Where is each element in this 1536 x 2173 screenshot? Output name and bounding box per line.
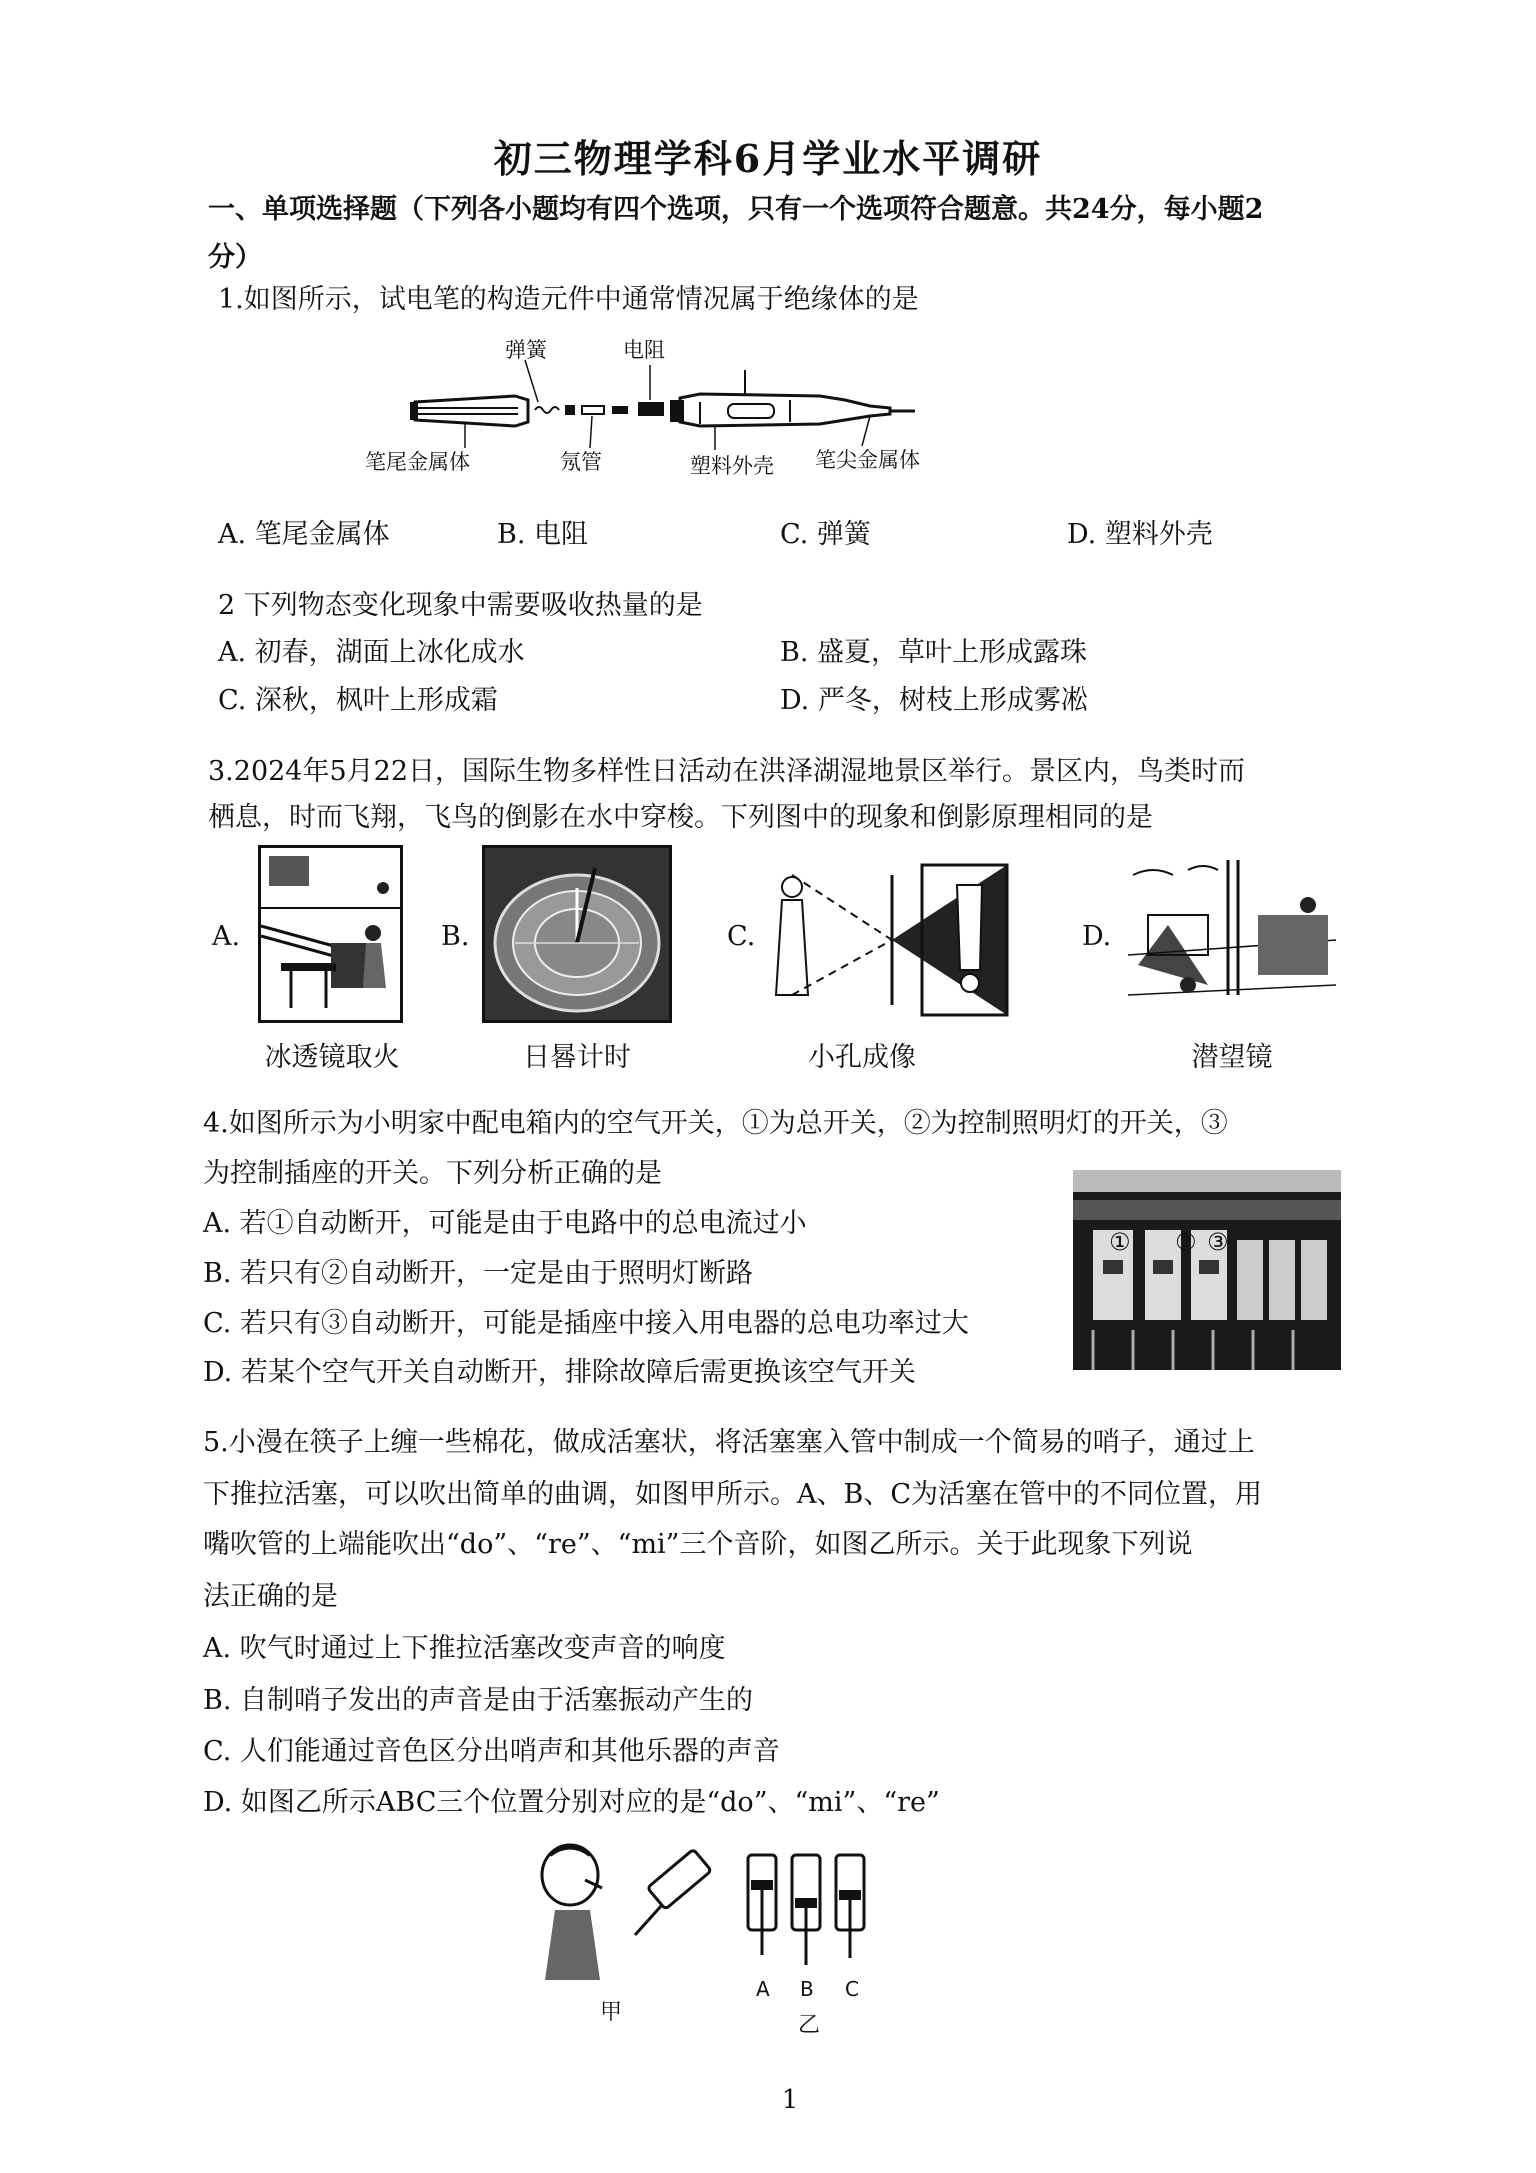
q5-stem-line3: 嘴吹管的上端能吹出“do”、“re”、“mi”三个音阶，如图乙所示。关于此现象下列说 xyxy=(203,1529,1193,1560)
q5-stem-line4: 法正确的是 xyxy=(203,1581,338,1612)
q4-option-a: A. 若①自动断开，可能是由于电路中的总电流过小 xyxy=(203,1208,807,1239)
q3-letter-a: A. xyxy=(212,921,241,952)
q1-label-tail-metal: 笔尾金属体 xyxy=(365,450,470,474)
q3-image-pinhole xyxy=(752,845,1022,1020)
q1-option-c: C. 弹簧 xyxy=(780,519,871,550)
q3-caption-c: 小孔成像 xyxy=(808,1042,916,1073)
breaker-box-photo xyxy=(1073,1170,1341,1370)
q2-option-d: D. 严冬，树枝上形成雾凇 xyxy=(780,685,1088,716)
q5-label-c: C xyxy=(845,1977,859,2001)
q1-option-a: A. 笔尾金属体 xyxy=(218,519,390,550)
q3-stem-line1: 3.2024年5月22日，国际生物多样性日活动在洪泽湖湿地景区举行。景区内，鸟类时而 xyxy=(208,756,1246,787)
q5-figure-jia xyxy=(530,1840,720,1990)
q5-option-c: C. 人们能通过音色区分出哨声和其他乐器的声音 xyxy=(203,1736,780,1767)
q1-label-spring: 弹簧 xyxy=(505,338,547,362)
breaker-label-1: ① xyxy=(1109,1228,1131,1256)
section-heading-line2: 分） xyxy=(208,242,262,273)
q1-label-tip-metal: 笔尖金属体 xyxy=(815,448,920,472)
q3-image-ice-lens xyxy=(258,845,403,1023)
q5-option-d: D. 如图乙所示ABC三个位置分别对应的是“do”、“mi”、“re” xyxy=(203,1787,940,1818)
section-heading-line1: 一、单项选择题（下列各小题均有四个选项，只有一个选项符合题意。共24分，每小题2 xyxy=(208,194,1264,225)
q1-label-plastic: 塑料外壳 xyxy=(690,454,774,478)
q3-letter-d: D. xyxy=(1082,921,1112,952)
q3-image-sundial xyxy=(482,845,672,1023)
q3-caption-b: 日晷计时 xyxy=(523,1042,631,1073)
q3-letter-b: B. xyxy=(441,921,470,952)
q3-image-periscope xyxy=(1128,845,1336,1020)
q5-label-b: B xyxy=(800,1977,814,2001)
q4-option-d: D. 若某个空气开关自动断开，排除故障后需更换该空气开关 xyxy=(203,1357,916,1388)
breaker-label-2: ② xyxy=(1175,1228,1197,1256)
q3-letter-c: C. xyxy=(727,921,756,952)
q1-option-b: B. 电阻 xyxy=(497,519,589,550)
q1-option-d: D. 塑料外壳 xyxy=(1067,519,1213,550)
q5-stem-line1: 5.小漫在筷子上缠一些棉花，做成活塞状，将活塞塞入管中制成一个简易的哨子，通过上 xyxy=(203,1427,1255,1458)
q5-label-yi: 乙 xyxy=(798,2013,821,2038)
test-pen-figure xyxy=(400,350,920,460)
q2-option-b: B. 盛夏，草叶上形成露珠 xyxy=(780,637,1088,668)
q5-figure-yi xyxy=(740,1850,880,1970)
q4-option-c: C. 若只有③自动断开，可能是插座中接入用电器的总电功率过大 xyxy=(203,1308,969,1339)
q4-stem-line2: 为控制插座的开关。下列分析正确的是 xyxy=(203,1158,662,1189)
q5-label-jia: 甲 xyxy=(600,2000,623,2025)
q1-label-resistor: 电阻 xyxy=(623,338,665,362)
breaker-label-3: ③ xyxy=(1207,1228,1229,1256)
q5-option-b: B. 自制哨子发出的声音是由于活塞振动产生的 xyxy=(203,1685,754,1716)
page-title: 初三物理学科6月学业水平调研 xyxy=(493,136,1043,181)
q3-caption-a: 冰透镜取火 xyxy=(264,1042,400,1073)
q5-label-a: A xyxy=(756,1977,770,2001)
q4-stem-line1: 4.如图所示为小明家中配电箱内的空气开关，①为总开关，②为控制照明灯的开关，③ xyxy=(203,1108,1228,1139)
q3-stem-line2: 栖息，时而飞翔，飞鸟的倒影在水中穿梭。下列图中的现象和倒影原理相同的是 xyxy=(208,802,1153,833)
q2-option-a: A. 初春，湖面上冰化成水 xyxy=(218,637,525,668)
q1-label-neon: 氖管 xyxy=(560,450,602,474)
q1-stem: 1.如图所示，试电笔的构造元件中通常情况属于绝缘体的是 xyxy=(218,284,919,315)
q2-stem: 2 下列物态变化现象中需要吸收热量的是 xyxy=(218,590,703,621)
page-number: 1 xyxy=(781,2085,799,2115)
q2-option-c: C. 深秋，枫叶上形成霜 xyxy=(218,685,498,716)
q5-option-a: A. 吹气时通过上下推拉活塞改变声音的响度 xyxy=(203,1633,726,1664)
q3-caption-d: 潜望镜 xyxy=(1191,1042,1273,1073)
q5-stem-line2: 下推拉活塞，可以吹出简单的曲调，如图甲所示。A、B、C为活塞在管中的不同位置，用 xyxy=(203,1479,1262,1510)
q4-option-b: B. 若只有②自动断开，一定是由于照明灯断路 xyxy=(203,1258,754,1289)
